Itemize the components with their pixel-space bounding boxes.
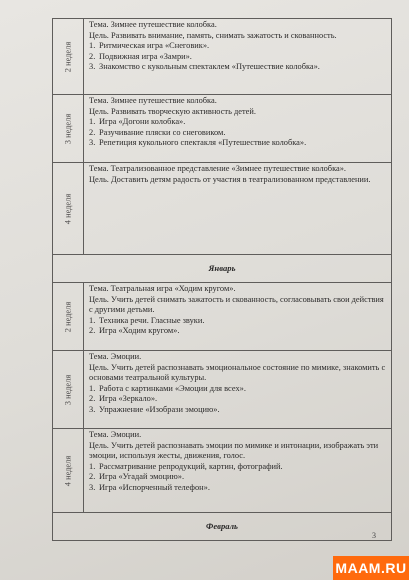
list-item: 1. Техника речи. Гласные звуки.	[89, 315, 205, 325]
list-item: 3. Репетиция кукольного спектакля «Путешествие колобка».	[89, 138, 307, 148]
week-label: 2 неделя	[63, 41, 73, 72]
activity-list	[89, 117, 387, 149]
plan-cell	[84, 283, 391, 350]
watermark-logo: MAAM.RU	[333, 556, 409, 580]
goal-text: Цель. Учить детей распознавать эмоции по мимике и интонации, изображать эти эмоции, используя жесты, движения, голос.	[89, 440, 379, 461]
theme-text: Тема. Зимнее путешествие колобка.	[89, 96, 217, 105]
list-item: 1. Работа с картинками «Эмоции для всех».	[89, 383, 246, 393]
week-label: 2 неделя	[63, 301, 73, 332]
goal-text: Цель. Развивать внимание, память, снимать зажатость и скованность.	[89, 30, 337, 40]
list-item: 1. Ритмическая игра «Снеговик».	[89, 41, 210, 51]
month-header: Январь	[53, 255, 391, 283]
table-row	[53, 283, 391, 351]
list-item: 3. Игра «Испорченный телефон».	[89, 482, 210, 492]
week-label: 4 неделя	[63, 455, 73, 486]
goal-text: Цель. Развивать творческую активность детей.	[89, 106, 256, 116]
lesson-plan-table	[52, 18, 392, 541]
table-row	[53, 95, 391, 163]
table-row	[53, 163, 391, 255]
plan-cell	[84, 95, 391, 162]
table-row	[53, 429, 391, 513]
week-cell	[53, 283, 84, 350]
plan-cell	[84, 163, 391, 254]
theme-text: Тема. Зимнее путешествие колобка.	[89, 20, 217, 29]
list-item: 2. Подвижная игра «Замри».	[89, 51, 192, 61]
activity-list	[89, 41, 387, 73]
plan-cell	[84, 19, 391, 94]
list-item: 3. Упражнение «Изобрази эмоцию».	[89, 404, 220, 414]
list-item: 2. Игра «Угадай эмоцию».	[89, 472, 185, 482]
plan-cell	[84, 351, 391, 428]
goal-text: Цель. Доставить детям радость от участия в театрализованном представлении.	[89, 174, 371, 184]
plan-cell	[84, 429, 391, 512]
theme-text: Тема. Эмоции.	[89, 430, 142, 439]
page-number: 3	[372, 531, 376, 540]
goal-text: Цель. Учить детей снимать зажатость и скованность, согласовывать свои действия с другими детьми.	[89, 294, 384, 315]
activity-list	[89, 384, 387, 416]
week-cell	[53, 163, 84, 254]
week-label: 3 неделя	[63, 374, 73, 405]
week-cell	[53, 429, 84, 512]
theme-text: Тема. Эмоции.	[89, 352, 142, 361]
list-item: 3. Знакомство с кукольным спектаклем «Путешествие колобка».	[89, 62, 320, 72]
table-row	[53, 351, 391, 429]
theme-text: Тема. Театральная игра «Ходим кругом».	[89, 284, 236, 293]
activity-list	[89, 316, 387, 337]
week-cell	[53, 351, 84, 428]
table-row	[53, 19, 391, 95]
list-item: 2. Разучивание пляски со снеговиком.	[89, 127, 226, 137]
list-item: 2. Игра «Зеркало».	[89, 394, 158, 404]
list-item: 2. Игра «Ходим кругом».	[89, 326, 180, 336]
week-cell	[53, 19, 84, 94]
week-label: 4 неделя	[63, 193, 73, 224]
month-header: Февраль	[206, 521, 238, 531]
activity-list	[89, 462, 387, 494]
theme-text: Тема. Театрализованное представление «Зимнее путешествие колобка».	[89, 164, 347, 173]
list-item: 1. Рассматривание репродукций, картин, фотографий.	[89, 461, 283, 471]
goal-text: Цель. Учить детей распознавать эмоциональное состояние по мимике, знакомить с основами театральной культуры.	[89, 362, 386, 383]
week-cell	[53, 95, 84, 162]
week-label: 3 неделя	[63, 113, 73, 144]
list-item: 1. Игра «Догони колобка».	[89, 117, 186, 127]
